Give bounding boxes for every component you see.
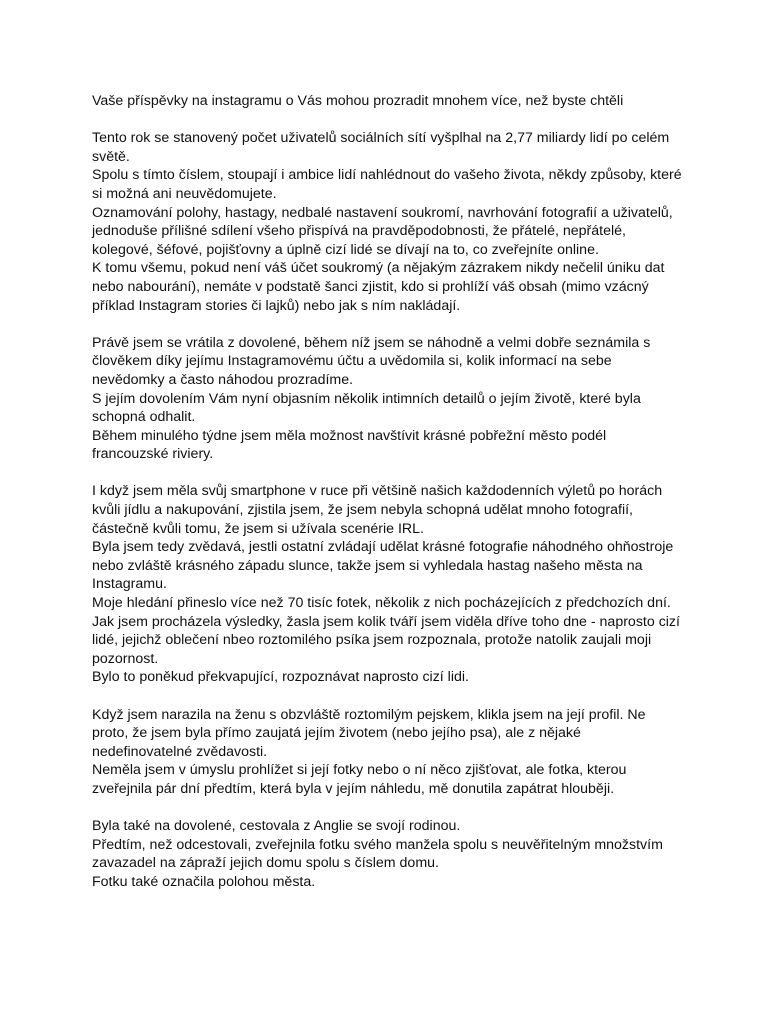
paragraph-line: Během minulého týdne jsem měla možnost navštívit krásné pobřežní město podél francouzské riviery. xyxy=(92,427,607,463)
paragraph-line: Oznamování polohy, hastagy, nedbalé nastavení soukromí, navrhování fotografií a uživatelů, jednoduše přílišné sdílení všeho přispívá na pravděpodobnosti, že přátelé, nepřátelé, kolegové, šéfové, pojišťovny a úplně cizí lidé se dívají na to, co zveřejníte online. xyxy=(92,204,673,258)
document-body xyxy=(92,92,684,892)
paragraph-line: Fotku také označila polohou města. xyxy=(92,873,316,890)
paragraph-line: Byla také na dovolené, cestovala z Anglie se svojí rodinou. xyxy=(92,818,461,835)
paragraph-gap xyxy=(92,315,684,334)
paragraph-line: Bylo to poněkud překvapující, rozpoznávat naprosto cizí lidi. xyxy=(92,669,469,686)
paragraph-gap xyxy=(92,111,684,130)
paragraph-line: Jak jsem procházela výsledky, žasla jsem kolik tváří jsem viděla dříve toho dne - naprosto cizí lidé, jejichž oblečení nbeo roztomilého psíka jsem rozpoznala, protože natolik zaujali moji pozornost. xyxy=(92,613,680,667)
document-title: Vaše příspěvky na instagramu o Vás mohou prozradit mnohem více, než byste chtěli xyxy=(92,93,624,109)
paragraph-gap xyxy=(92,799,684,818)
paragraph-line: Neměla jsem v úmyslu prohlížet si její fotky nebo o ní něco zjišťovat, ale fotka, kterou zveřejnila pár dní předtím, která byla v jejím náhledu, mě donutila zapátrat hlouběji. xyxy=(92,762,627,797)
paragraph-line: Tento rok se stanovený počet uživatelů sociálních sítí vyšplhal na 2,77 miliardy lidí po celém světě. xyxy=(92,130,670,165)
paragraph-line: Moje hledání přineslo více než 70 tisíc fotek, několik z nich pocházejících z předchozích dní. xyxy=(92,595,671,612)
paragraph-line: Byla jsem tedy zvědavá, jestli ostatní zvládají udělat krásné fotografie náhodného ohňostroje nebo zvláště krásného západu slunce, takže jsem si vyhledala hastag našeho města na Instagramu. xyxy=(92,539,674,593)
paragraph-line: Předtím, než odcestovali, zveřejnila fotku svého manžela spolu s neuvěřitelným množstvím zavazadel na zápraží jejich domu spolu s číslem domu. xyxy=(92,836,663,872)
paragraph-line: Právě jsem se vrátila z dovolené, během níž jsem se náhodně a velmi dobře seznámila s člověkem díky jejímu Instagramovému účtu a uvědomila si, kolik informací na sebe nevědomky a často náhodou prozradíme. xyxy=(92,334,651,388)
paragraph-line: Když jsem narazila na ženu s obzvláště roztomilým pejskem, klikla jsem na její profil. Ne proto, že jsem byla přímo zaujatá jejím životem (nebo jejího psa), ale z nějaké nedefinovatelné zvědavosti. xyxy=(92,706,646,760)
paragraph-line: I když jsem měla svůj smartphone v ruce při většině našich každodenních výletů po horách kvůli jídlu a nakupování, zjistila jsem, že jsem nebyla schopná udělat mnoho fotografií, částečně kvůli tomu, že jsem si užívala scenérie IRL. xyxy=(92,483,663,537)
paragraph-line: Spolu s tímto číslem, stoupají i ambice lidí nahlédnout do vašeho života, někdy způsoby, které si možná ani neuvědomujete. xyxy=(92,167,682,202)
paragraph-line: K tomu všemu, pokud není váš účet soukromý (a nějakým zázrakem nikdy nečelil úniku dat nebo nabourání), nemáte v podstatě šanci zjistit, kdo si prohlíží váš obsah (mimo vzácný příklad Instagram stories či lajků) nebo jak s ním nakládají. xyxy=(92,260,665,314)
paragraph-gap xyxy=(92,687,684,706)
paragraph-gap xyxy=(92,464,684,483)
paragraph-line: S jejím dovolením Vám nyní objasním několik intimních detailů o jejím životě, které byla schopná odhalit. xyxy=(92,390,641,426)
